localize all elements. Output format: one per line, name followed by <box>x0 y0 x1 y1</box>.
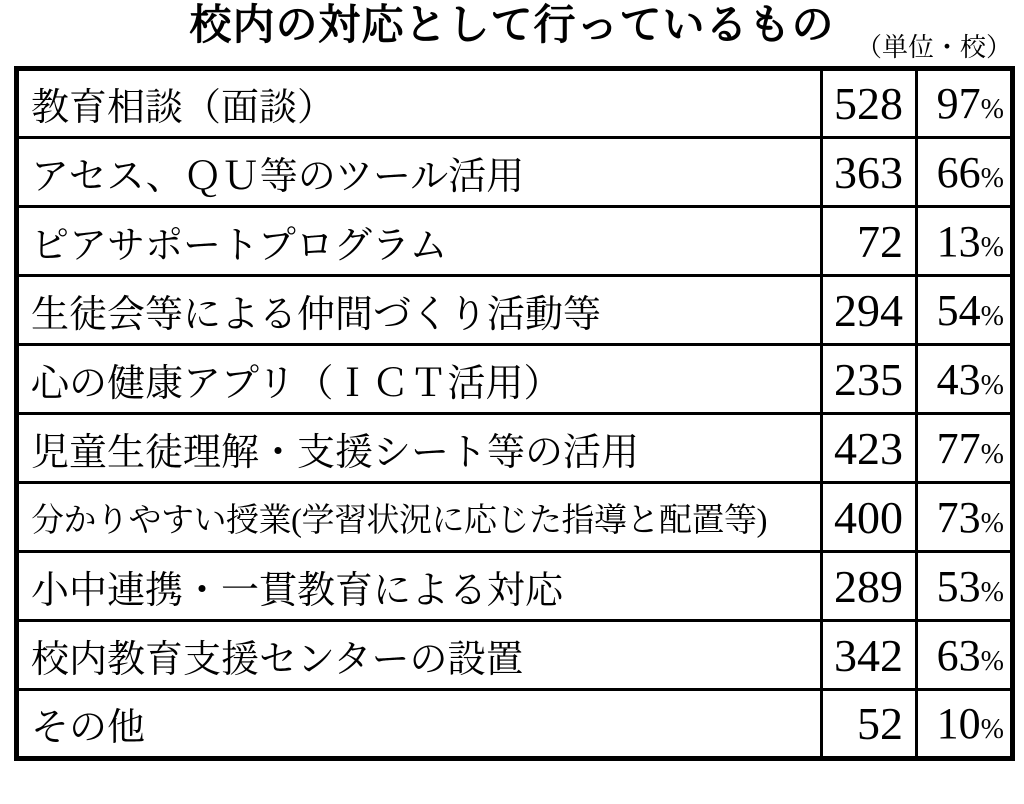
table-row <box>17 483 1013 552</box>
percent-value: 77 <box>936 423 981 473</box>
table-row <box>17 690 1013 759</box>
percent-cell <box>917 552 1013 621</box>
percent-cell <box>917 345 1013 414</box>
percent-value: 66 <box>936 147 981 197</box>
item-label-cell: アセス、ＱＵ等のツール活用 <box>17 138 822 207</box>
percent-symbol: % <box>980 507 1004 539</box>
percent-value: 54 <box>936 285 981 335</box>
percent-value: 73 <box>936 492 981 542</box>
count-cell: 363 <box>822 138 917 207</box>
table-row <box>17 414 1013 483</box>
percent-cell <box>917 690 1013 759</box>
item-label-cell: 小中連携・一貫教育による対応 <box>17 552 822 621</box>
count-cell: 289 <box>822 552 917 621</box>
percent-cell <box>917 414 1013 483</box>
table-row <box>17 345 1013 414</box>
table-row <box>17 207 1013 276</box>
data-table <box>14 66 1015 761</box>
percent-symbol: % <box>980 369 1004 401</box>
item-label-cell: 分かりやすい授業(学習状況に応じた指導と配置等) <box>17 483 822 552</box>
percent-cell <box>917 207 1013 276</box>
item-label-cell: 教育相談（面談） <box>17 69 822 138</box>
percent-cell <box>917 483 1013 552</box>
percent-symbol: % <box>980 645 1004 677</box>
table-row <box>17 552 1013 621</box>
percent-symbol: % <box>980 576 1004 608</box>
percent-cell <box>917 621 1013 690</box>
count-cell: 52 <box>822 690 917 759</box>
count-cell: 235 <box>822 345 917 414</box>
unit-note: （単位・校） <box>855 32 1012 62</box>
percent-value: 10 <box>936 699 981 748</box>
item-label-cell: その他 <box>17 690 822 759</box>
table-row <box>17 138 1013 207</box>
count-cell: 400 <box>822 483 917 552</box>
page-title: 校内の対応として行っているもの <box>189 1 835 48</box>
percent-value: 53 <box>936 561 981 611</box>
percent-symbol: % <box>980 94 1004 125</box>
percent-value: 63 <box>936 630 981 680</box>
item-label-cell: 校内教育支援センターの設置 <box>17 621 822 690</box>
percent-cell <box>917 69 1013 138</box>
table-row <box>17 621 1013 690</box>
count-cell: 342 <box>822 621 917 690</box>
count-cell: 423 <box>822 414 917 483</box>
item-label-cell: 児童生徒理解・支援シート等の活用 <box>17 414 822 483</box>
percent-symbol: % <box>980 438 1004 470</box>
percent-symbol: % <box>980 162 1004 194</box>
item-label-cell: 心の健康アプリ（ＩＣＴ活用） <box>17 345 822 414</box>
percent-symbol: % <box>980 231 1004 263</box>
count-cell: 294 <box>822 276 917 345</box>
percent-cell <box>917 138 1013 207</box>
table-body <box>17 69 1013 759</box>
percent-symbol: % <box>980 714 1004 745</box>
count-cell: 72 <box>822 207 917 276</box>
percent-value: 97 <box>936 79 981 128</box>
table-header-area <box>0 0 1024 66</box>
percent-value: 43 <box>936 354 981 404</box>
percent-symbol: % <box>980 300 1004 332</box>
item-label-cell: 生徒会等による仲間づくり活動等 <box>17 276 822 345</box>
percent-value: 13 <box>936 216 981 266</box>
table-row <box>17 276 1013 345</box>
table-row <box>17 69 1013 138</box>
item-label-cell: ピアサポートプログラム <box>17 207 822 276</box>
count-cell: 528 <box>822 69 917 138</box>
percent-cell <box>917 276 1013 345</box>
